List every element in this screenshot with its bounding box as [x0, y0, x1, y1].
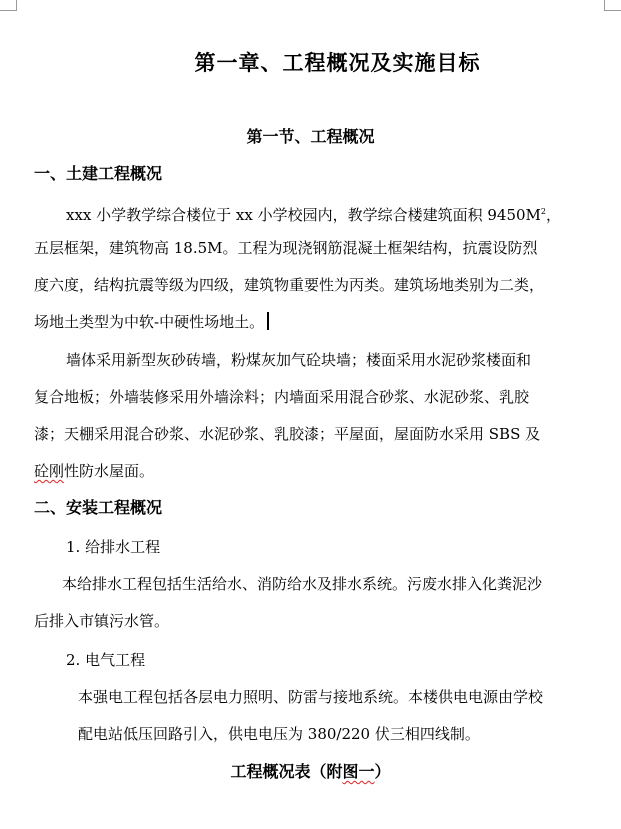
chapter-title: 第一章、工程概况及实施目标	[194, 50, 481, 75]
plumbing-title: 1. 给排水工程	[66, 538, 161, 556]
civil-p1-line2: 五层框架，建筑物高 18.5M。工程为现浇钢筋混凝土框架结构，抗震设防烈	[34, 239, 538, 257]
civil-p1-line4	[34, 312, 269, 332]
civil-p2-line1: 墙体采用新型灰砂砖墙，粉煤灰加气砼块墙；楼面采用水泥砂浆楼面和	[66, 351, 532, 369]
table-caption-text: 工程概况表（附	[230, 762, 343, 781]
page-corner-mark-left	[0, 0, 17, 11]
table-caption-end: ）	[374, 762, 391, 781]
civil-p2-line3: 漆；天棚采用混合砂浆、水泥砂浆、乳胶漆；平屋面，屋面防水采用 SBS 及	[34, 425, 541, 443]
civil-heading: 一、土建工程概况	[34, 164, 163, 183]
install-heading: 二、安装工程概况	[34, 498, 163, 517]
electrical-line1: 本强电工程包括各层电力照明、防雷与接地系统。本楼供电电源由学校	[78, 688, 544, 706]
spellcheck-flagged-caption-word: 图一	[342, 762, 375, 781]
civil-p2-line4-text: 性防水屋面。	[64, 462, 155, 480]
civil-p2-line2: 复合地板；外墙装修采用外墙涂料；内墙面采用混合砂浆、水泥砂浆、乳胶	[34, 388, 530, 406]
text-cursor	[267, 312, 269, 330]
civil-p1-line1-text: xxx 小学教学综合楼位于 xx 小学校园内，教学综合楼建筑面积 9450M	[66, 206, 541, 224]
page-corner-mark-right	[604, 0, 621, 11]
civil-p1-line3: 度六度，结构抗震等级为四级，建筑物重要性为丙类。建筑场地类别为二类，	[34, 276, 545, 294]
civil-p1-line4-text: 场地土类型为中软-中硬性场地土。	[34, 313, 265, 331]
electrical-line2: 配电站低压回路引入，供电电压为 380/220 伏三相四线制。	[78, 725, 480, 743]
civil-p1-line1-end: ，	[546, 206, 562, 224]
spellcheck-flagged-word: 砼刚	[34, 462, 65, 480]
table-caption	[0, 762, 621, 782]
civil-p1-line1	[66, 205, 561, 225]
civil-p2-line4	[34, 461, 154, 481]
plumbing-line1: 本给排水工程包括生活给水、消防给水及排水系统。污废水排入化粪泥沙	[62, 575, 543, 593]
plumbing-line2: 后排入市镇污水管。	[34, 612, 170, 630]
section-title: 第一节、工程概况	[246, 127, 375, 146]
electrical-title: 2. 电气工程	[66, 651, 146, 669]
superscript: 2	[540, 207, 546, 216]
